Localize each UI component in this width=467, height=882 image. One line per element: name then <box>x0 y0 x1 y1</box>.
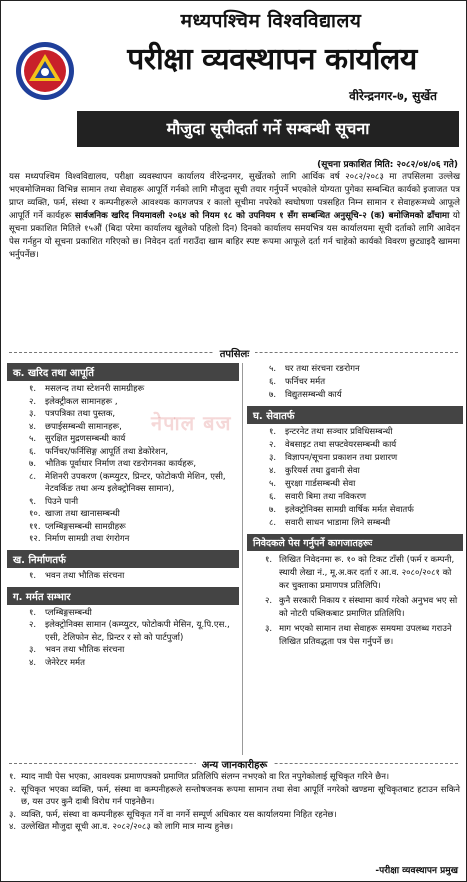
list-item <box>9 809 460 822</box>
university-name: मध्यपश्चिम विश्वविद्यालय <box>180 10 362 32</box>
other-info-list <box>9 771 460 834</box>
list-item-text: मसलन्द तथा स्टेशनरी सामग्रीहरू <box>45 384 145 394</box>
list-item-number: ३. <box>29 409 37 419</box>
list-item-text: लिखित निवेदनमा रू. १० को टिकट टाँसी (फर्म र कम्पनी, स्थायी लेखा नं., मू.अ.कर दर्ता र आ.व. २०८०/२०८१ को कर चुक्ताका प्रमाणपत्र प्रतिलिपि। <box>279 555 455 591</box>
construction-list <box>7 570 239 583</box>
signature: -परीक्षा व्यवस्थापन प्रमुख <box>375 866 458 876</box>
list-item <box>269 376 463 389</box>
list-item-text: व्यक्ति, फर्म, संस्था वा कम्पनीहरू सूचिकृत गर्ने वा नगर्ने सम्पूर्ण अधिकार यस कार्यालयमा निहित रहनेछ। <box>21 809 337 820</box>
section-heading-repair: ग. मर्मत सम्भार <box>7 587 239 605</box>
list-item-text: मेशिनरी उपकरण (कम्प्युटर, प्रिन्टर, फोटोकपी मेशिन, एसी, नेटवर्किङ तथा अन्य इलेक्ट्रोनिक्स सामान), <box>45 471 226 494</box>
list-item-text: उल्लेखित मौजुदा सूची आ.व. २०८२/२०८३ को लागि मात्र मान्य हुनेछ। <box>21 822 234 832</box>
watermark-text: नेपाल बज <box>151 411 232 435</box>
list-item <box>29 383 239 396</box>
list-item-text: सवारी बिमा तथा नविकरण <box>285 492 367 502</box>
list-item-number: ७. <box>29 459 37 469</box>
list-item-text: छपाईसम्बन्धी सामानहरू, <box>45 421 122 432</box>
list-item-text: माग भएको सामान तथा सेवाहरू समयमा उपलब्ध गराउने लिखित प्रतिवद्धता पत्र पेस गर्नुपर्ने छ। <box>279 624 452 647</box>
list-item-text: पिउने पानी <box>45 496 79 507</box>
list-item-text: इलेक्ट्रोनिक्स सामान (कम्प्युटर, फोटोकपी मेसिन, यू.पि.एस., एसी, टेलिफोन सेट, प्रिन्टर र सो को पार्टपुर्जा) <box>45 620 230 643</box>
list-item <box>269 465 463 478</box>
list-item-number: ३. <box>9 809 17 820</box>
list-item <box>29 471 239 496</box>
list-item-number: ८. <box>29 471 37 482</box>
list-item-text: प्लम्बिङ्गसम्बन्धी सामग्रीहरू <box>45 521 126 532</box>
notice-title-banner: मौजुदा सूचीदर्ता गर्ने सम्बन्धी सूचना <box>77 111 459 147</box>
list-item <box>29 619 239 644</box>
list-item <box>29 496 239 509</box>
list-item-number: १. <box>29 384 37 394</box>
list-item-text: सुरक्षा गार्डसम्बन्धी सेवा <box>285 479 356 489</box>
section-heading-purchase: क. खरिद तथा आपूर्ति <box>7 363 239 381</box>
list-item-text: कुनै सरकारी निकाय र संस्थामा कार्य गरेको अनुभव भए सो को नोटरी पब्लिकबाट प्रमाणित प्रतिलिपि। <box>279 596 458 619</box>
column-divider <box>242 363 243 755</box>
list-item <box>269 478 463 491</box>
intro-paragraph <box>9 171 460 262</box>
intro-bold-rule: सार्वजनिक खरिद नियमावली २०६४ को नियम १८ को उपनियम १ सँग सम्बन्धित अनुसूचि-२ (क) बमोजिमको ढाँचामा <box>74 211 450 221</box>
intro-text-2: यो सूचना प्रकाशित मितिले १५औं (बिदा परेमा कार्यालय खुलेको पहिलो दिन) दिनको कार्यालय समयभित्र यस कार्यालयमा सूची दर्ताको लागि आवेदन पेस गर्नहुन यो सूचना प्रकाशित गरिएको छ। निवेदन दर्ता गराउँदा खाम बाहिर स्पष्ट रूपमा आफूले दर्ता गर्न चाहेको कार्यको विवरण छुट्याइदै खाममा भर्नुपर्नेछ। <box>9 211 460 260</box>
list-item-number: ४. <box>29 421 37 432</box>
documents-list <box>247 554 463 649</box>
list-item <box>29 458 239 471</box>
left-column <box>7 363 239 669</box>
list-item-text: फर्निचर/फर्निसिङ्ग आपूर्ति तथा डेकोरेशन, <box>45 446 169 457</box>
list-item-text: विद्युतसम्बन्धी कार्य <box>285 390 342 400</box>
list-item-number: २. <box>9 784 17 795</box>
list-item-text: सुरक्षित मुद्रणसम्बन्धी कार्य <box>45 434 126 444</box>
list-item-number: ३. <box>269 453 277 463</box>
repair-list-continued <box>247 363 463 402</box>
list-item <box>29 446 239 459</box>
list-item-text: सूचिकृत भएका व्यक्ति, फर्म, संस्था वा कम्पनीहरूले सन्तोषजनक रूपमा सामान तथा सेवा आपूर्ति नगरेको खण्डमा सूचिकृतबाट हटाउन सकिने छ, यस उपर कुनै दाबी विरोध गर्न पाइनेछैन। <box>21 784 460 807</box>
list-item-number: २. <box>29 396 37 407</box>
list-item <box>29 521 239 534</box>
list-item-text: घर तथा संरचना रङरोगन <box>285 364 360 374</box>
list-item-text: पत्रपत्रिका तथा पुस्तक, <box>45 409 116 419</box>
list-item-text: प्लम्बिङ्गसम्बन्धी <box>45 607 92 618</box>
list-item-number: ३. <box>29 645 37 655</box>
list-item-number: ७. <box>269 505 277 515</box>
list-item-text: म्याद नाघी पेस भएका, आवश्यक प्रमाणपत्रको प्रमाणित प्रतिलिपि संलग्न नभएको वा रित नपुगेकोलाई सूचिकृत गरिने छैन। <box>21 772 390 782</box>
list-item-number: ११. <box>29 521 41 532</box>
list-item <box>265 623 463 649</box>
list-item <box>269 426 463 439</box>
list-item <box>269 491 463 504</box>
list-item <box>9 784 460 809</box>
list-item <box>9 771 460 784</box>
right-column <box>247 363 463 651</box>
list-item <box>29 533 239 546</box>
list-item-text: निर्माण सामग्री तथा रंगरोगन <box>45 534 130 544</box>
list-item-number: २. <box>29 620 37 630</box>
list-item-number: ६. <box>29 446 37 457</box>
list-item-text: इलेक्ट्रोनिक्स सामग्री वार्षिक मर्मत सेवातर्फ <box>285 505 414 515</box>
list-item-number: १. <box>265 555 273 565</box>
list-item-number: ४. <box>269 466 277 476</box>
list-item-number: १०. <box>29 509 41 519</box>
list-item-number: १. <box>29 570 37 581</box>
university-logo-icon <box>15 41 75 101</box>
services-list <box>247 426 463 530</box>
list-item <box>29 433 239 446</box>
list-item <box>269 439 463 452</box>
list-item <box>29 657 239 670</box>
list-item <box>265 595 463 621</box>
list-item <box>269 363 463 376</box>
list-item-text: भवन तथा भौतिक संरचना <box>45 570 125 581</box>
list-item-number: ५. <box>269 364 277 374</box>
details-title: तपसिलः <box>1 346 467 360</box>
list-item-number: ६. <box>269 377 277 387</box>
list-item-text: खाजा तथा खानासम्बन्धी <box>45 509 120 519</box>
list-item <box>269 504 463 517</box>
list-item-number: १. <box>29 607 37 618</box>
list-item-text: जेनेरेटर मर्मत <box>45 657 85 668</box>
list-item <box>269 517 463 530</box>
list-item <box>29 408 239 421</box>
list-item <box>29 607 239 620</box>
list-item-text: कुरियर्स तथा ढुवानी सेवा <box>285 466 360 476</box>
list-item-number: ४. <box>29 657 37 668</box>
section-heading-services: घ. सेवातर्फ <box>247 406 463 424</box>
list-item-number: १. <box>9 772 17 782</box>
office-name: परीक्षा व्यवस्थापन कार्यालय <box>127 42 417 77</box>
list-item-number: २. <box>265 596 273 606</box>
list-item <box>29 396 239 409</box>
list-item-number: १२. <box>29 534 41 544</box>
list-item <box>29 421 239 434</box>
office-location: वीरेन्द्रनगर-७, सुर्खेत <box>349 89 437 103</box>
list-item-text: इलेक्ट्रीकल सामानहरू , <box>45 396 118 407</box>
section-heading-construction: ख. निर्माणतर्फ <box>7 550 239 568</box>
list-item-number: ३. <box>265 624 273 634</box>
list-item-number: ८. <box>269 518 277 528</box>
list-item-number: ९. <box>29 496 37 507</box>
list-item-text: भौतिक पूर्वाधार निर्माण तथा रङरोगनका कार्यहरू, <box>45 459 197 469</box>
list-item <box>265 554 463 593</box>
list-item <box>29 508 239 521</box>
repair-list <box>7 607 239 670</box>
list-item-number: ५. <box>29 434 37 444</box>
intro-text-1: यस मध्यपश्चिम विश्वविद्यालय, परीक्षा व्यवस्थापन कार्यालय वीरेन्द्रनगर, सुर्खेतको लागि आर्थिक वर्ष २०८२/२०८३ मा तपसिलमा उल्लेख भएबमोजिमका विभिन्न सामान तथा सेवाहरू आपूर्ति गर्नको लागि मौजुदा सूची तयार गर्नुपर्ने भएकोले योग्यता पुगेका सम्बन्धित कार्यको इजाजत पत्र प्राप्त व्यक्ति, फर्म, संस्था र कम्पनीहरूले आवश्यक कागजपत्र र कालो सूचीमा नपरेको स्वघोषणा पत्रसहित निम्न सामान र सेवाहरूमध्ये आफूले आपूर्ति गर्ने कार्यहरू <box>9 172 460 221</box>
list-item-number: ६. <box>269 492 277 502</box>
list-item-number: ५. <box>269 479 277 489</box>
list-item-number: १. <box>269 427 277 437</box>
list-item-text: सवारी साधन भाडामा लिने सम्बन्धी <box>285 518 391 528</box>
list-item-number: २. <box>269 440 277 450</box>
list-item <box>9 821 460 834</box>
publish-date: (सूचना प्रकाशित मिति: २०८२/०४/०६ गते) <box>317 160 458 170</box>
list-item-text: विज्ञापन/सूचना प्रकाशन तथा प्रशारण <box>285 453 398 463</box>
list-item-text: फर्निचर मर्मत <box>285 377 326 387</box>
list-item-number: ७. <box>269 390 277 400</box>
purchase-list <box>7 383 239 546</box>
list-item-text: इन्टरनेट तथा सञ्चार प्रविधिसम्बन्धी <box>285 427 393 437</box>
documents-heading: निवेदकले पेस गर्नुपर्ने कागजातहरूः <box>247 534 463 551</box>
list-item-number: ४. <box>9 822 17 832</box>
list-item <box>269 452 463 465</box>
list-item <box>29 570 239 583</box>
list-item <box>269 389 463 402</box>
other-info-title: अन्य जानकारीहरू <box>1 757 467 771</box>
list-item-text: भवन तथा भौतिक संरचना <box>45 645 125 655</box>
list-item-text: वेबसाइट तथा सफ्टवेयरसम्बन्धी कार्य <box>285 440 397 450</box>
list-item <box>29 644 239 657</box>
